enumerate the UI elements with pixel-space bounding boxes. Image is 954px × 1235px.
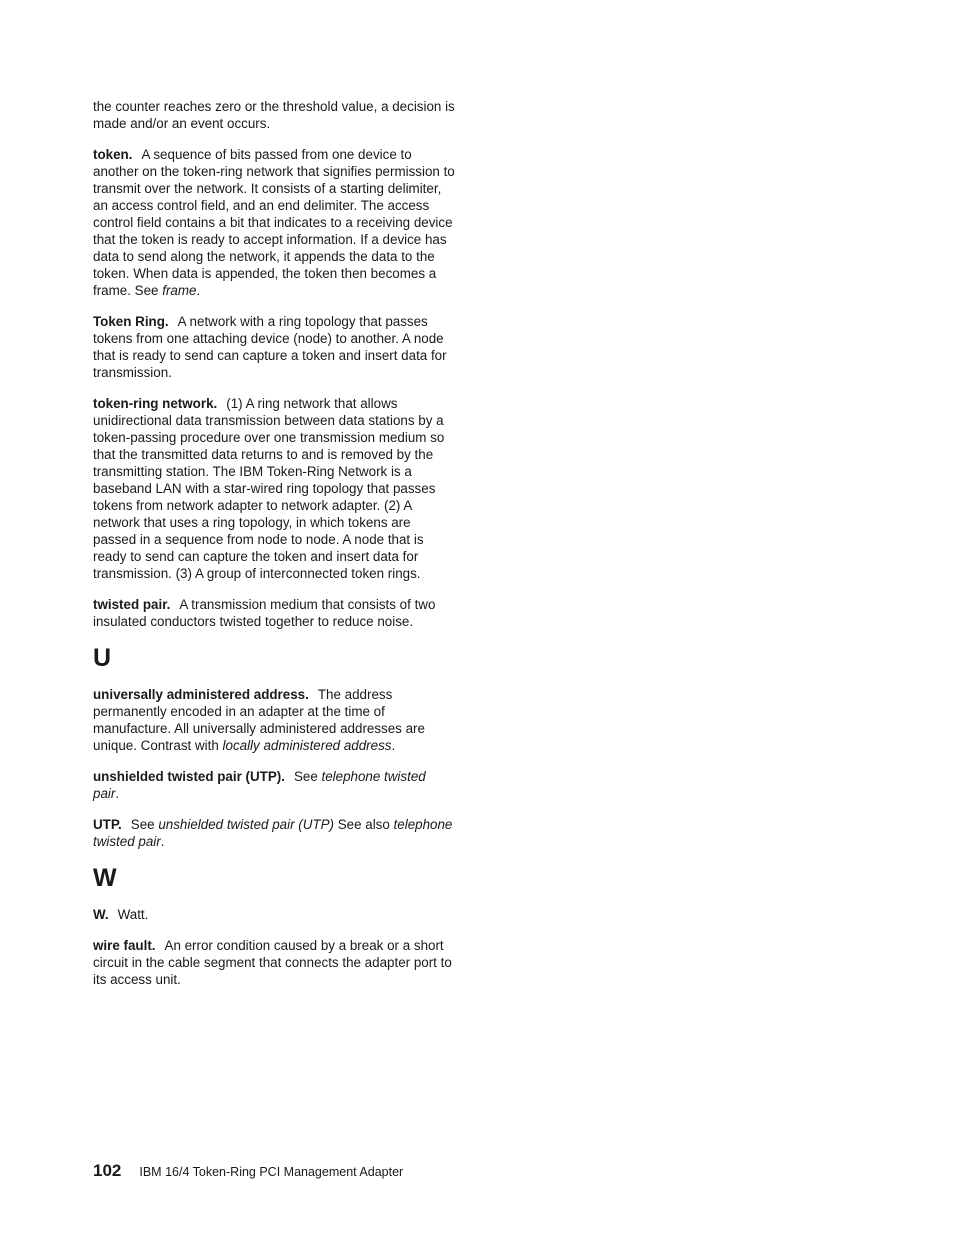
glossary-definition: Watt. bbox=[117, 907, 149, 922]
glossary-definition: The address permanently encoded in an adapter at the time of manufacture. All universally administered addresses are unique. Contrast with bbox=[93, 687, 425, 753]
glossary-column bbox=[93, 98, 455, 1002]
glossary-definition: A transmission medium that consists of two insulated conductors twisted together to reduce noise. bbox=[93, 597, 436, 629]
glossary-term: Token Ring. bbox=[93, 314, 169, 329]
glossary-term: wire fault. bbox=[93, 938, 156, 953]
glossary-term: universally administered address. bbox=[93, 687, 309, 702]
glossary-definition: See bbox=[130, 817, 159, 832]
book-title: IBM 16/4 Token-Ring PCI Management Adapter bbox=[139, 1165, 404, 1179]
continuation-text: the counter reaches zero or the threshold value, a decision is made and/or an event occurs. bbox=[93, 99, 455, 131]
section-letter-w: W bbox=[93, 864, 117, 892]
cross-reference: unshielded twisted pair (UTP) bbox=[158, 817, 334, 832]
glossary-entry-wire-fault bbox=[93, 937, 455, 988]
glossary-term: twisted pair. bbox=[93, 597, 171, 612]
cross-reference: telephone twisted pair bbox=[93, 817, 453, 849]
section-letter-u: U bbox=[93, 644, 112, 672]
glossary-entry-token: token. A sequence of bits passed from one device to another on the token-ring network that signifies permission to transmit over the network. It consists of a starting delimiter, an access control field, and an end delimiter. The access control field contains a bit that indicates to a receiving device that the token is ready to accept information. If a device has data to send along the network, it appends the data to the token. When data is appended, the token then becomes a frame. See frame. bbox=[93, 147, 455, 298]
glossary-entry-unshielded-twisted-pair: unshielded twisted pair (UTP). See telephone twisted pair. bbox=[93, 769, 426, 801]
glossary-definition: A sequence of bits passed from one device to another on the token-ring network that signifies permission to transmit over the network. It consists of a starting delimiter, an access control field, and an end delimiter. The access control field contains a bit that indicates to a receiving device that the token is ready to accept information. If a device has data to send along the network, it appends the data to the token. When data is appended, the token then becomes a frame. See bbox=[93, 147, 455, 298]
glossary-term: UTP. bbox=[93, 817, 122, 832]
glossary-definition: See bbox=[293, 769, 322, 784]
glossary-definition: An error condition caused by a break or a short circuit in the cable segment that connects the adapter port to its access unit. bbox=[93, 938, 452, 987]
cross-reference: locally administered address bbox=[222, 738, 392, 753]
page-footer bbox=[93, 1161, 403, 1181]
glossary-entry-token-ring bbox=[93, 313, 455, 381]
glossary-entry-twisted-pair bbox=[93, 596, 455, 630]
glossary-term: token-ring network. bbox=[93, 396, 218, 411]
cross-reference: frame bbox=[162, 283, 197, 298]
glossary-entry-utp: UTP. See unshielded twisted pair (UTP) See also telephone twisted pair. bbox=[93, 817, 453, 849]
page-number: 102 bbox=[93, 1161, 122, 1180]
glossary-term: W. bbox=[93, 907, 109, 922]
glossary-term: unshielded twisted pair (UTP). bbox=[93, 769, 285, 784]
glossary-term: token. bbox=[93, 147, 133, 162]
glossary-definition: A network with a ring topology that passes tokens from one attaching device (node) to another. A node that is ready to send can capture a token and insert data for transmission. bbox=[93, 314, 447, 380]
glossary-definition: (1) A ring network that allows unidirectional data transmission between data stations by a token-passing procedure over one transmission medium so that the transmitted data returns to and is removed by the transmitting station. The IBM Token-Ring Network is a baseband LAN with a star-wired ring topology that passes tokens from network adapter to network adapter. (2) A network that uses a ring topology, in which tokens are passed in a sequence from node to node. A node that is ready to send can capture the token and insert data for transmission. (3) A group of interconnected token rings. bbox=[93, 396, 445, 581]
cross-reference: telephone twisted pair bbox=[93, 769, 426, 801]
glossary-entry-w bbox=[93, 906, 455, 923]
glossary-entry-token-ring-network bbox=[93, 395, 455, 582]
glossary-entry-universally-administered-address: universally administered address. The address permanently encoded in an adapter at the time of manufacture. All universally administered addresses are unique. Contrast with locally administered address. bbox=[93, 687, 425, 753]
